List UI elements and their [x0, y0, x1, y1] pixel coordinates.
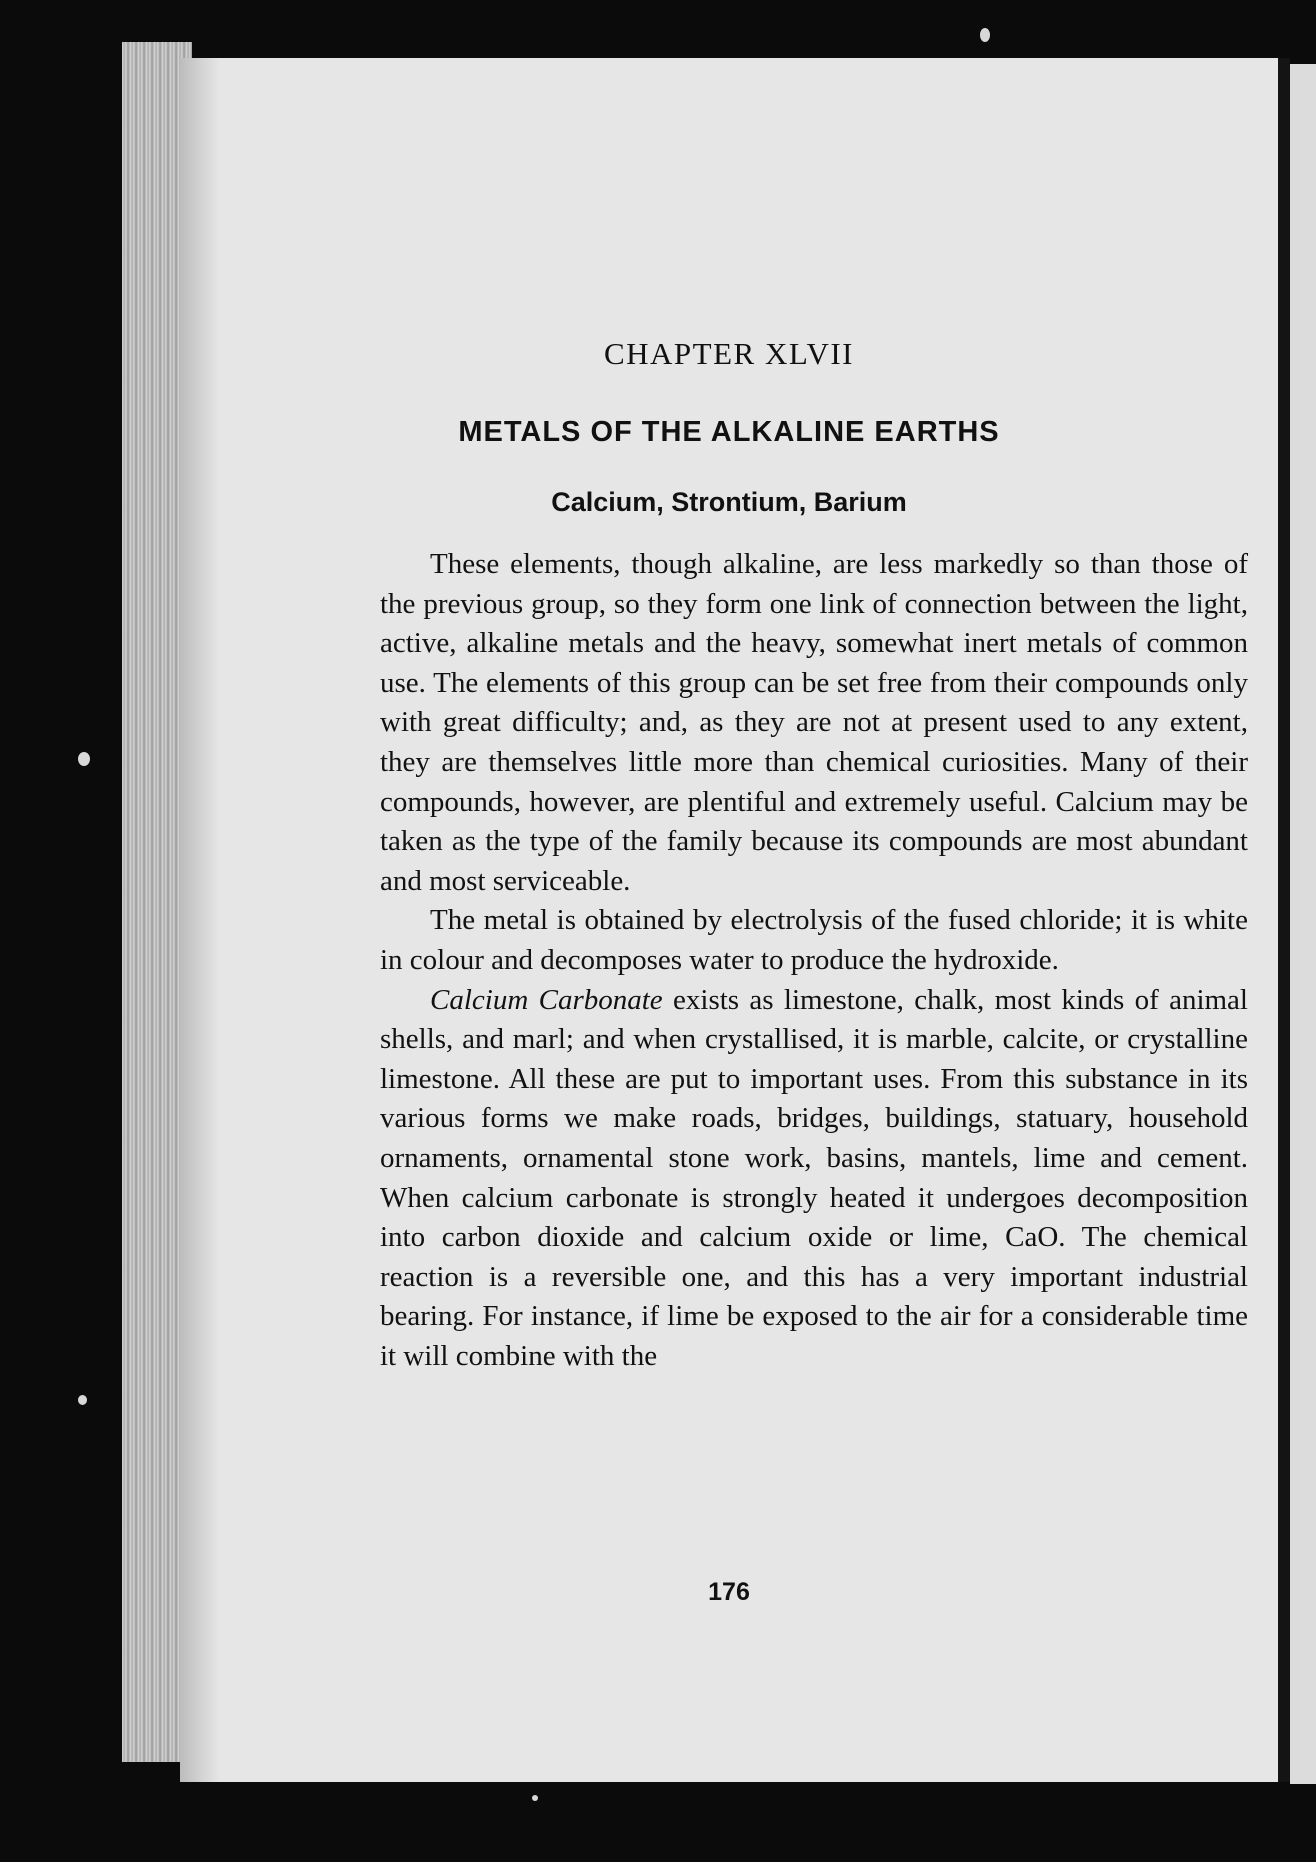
chapter-heading: CHAPTER XLVII: [603, 336, 854, 371]
paragraph-3-text: exists as limestone, chalk, most kinds of animal shells, and marl; and when crystallised, it is marble, calcite, or crystalline limestone. All these are put to important uses. From this substance in its various forms we make roads, bridges, buildings, statuary, household ornaments, ornamental stone work, basins, mantels, lime and cement. When calcium carbonate is strongly heated it undergoes decomposition into carbon dioxide and calcium oxide or lime, CaO. The chemical reaction is a reversible one, and this has a very important industrial bearing. For instance, if lime be exposed to the air for a considerable time it will combine with the: [380, 983, 1248, 1372]
paragraph-1: These elements, though alkaline, are less markedly so than those of the previous group, so they form one link of connection between the light, active, alkaline metals and the heavy, somewhat inert metals of common use. The elements of this group can be set free from their compounds only with great difficulty; and, as they are not at present used to any extent, they are themselves little more than chemical curiosities. Many of their compounds, however, are plentiful and extremely useful. Calcium may be taken as the type of the family because its compounds are most abundant and most serviceable.: [380, 548, 1248, 897]
scan-speck: [980, 28, 990, 42]
gutter-shadow: [180, 58, 220, 1782]
body-text: [380, 545, 1248, 1376]
right-page-edge: [1278, 58, 1290, 1782]
scan-speck: [532, 1795, 538, 1801]
page-number: 176: [708, 1578, 750, 1606]
scan-speck: [78, 752, 90, 766]
italic-term: Calcium Carbonate: [430, 983, 663, 1016]
scan-speck: [78, 1395, 87, 1405]
chapter-subtitle: Calcium, Strontium, Barium: [551, 487, 907, 517]
paragraph-2: The metal is obtained by electrolysis of the fused chloride; it is white in colour and decomposes water to produce the hydroxide.: [380, 904, 1248, 976]
chapter-title: METALS OF THE ALKALINE EARTHS: [458, 416, 1000, 448]
bottom-page-edge: [180, 1782, 1290, 1792]
facing-page-strip: [1290, 64, 1316, 1784]
paragraph-3: [380, 981, 1248, 1377]
